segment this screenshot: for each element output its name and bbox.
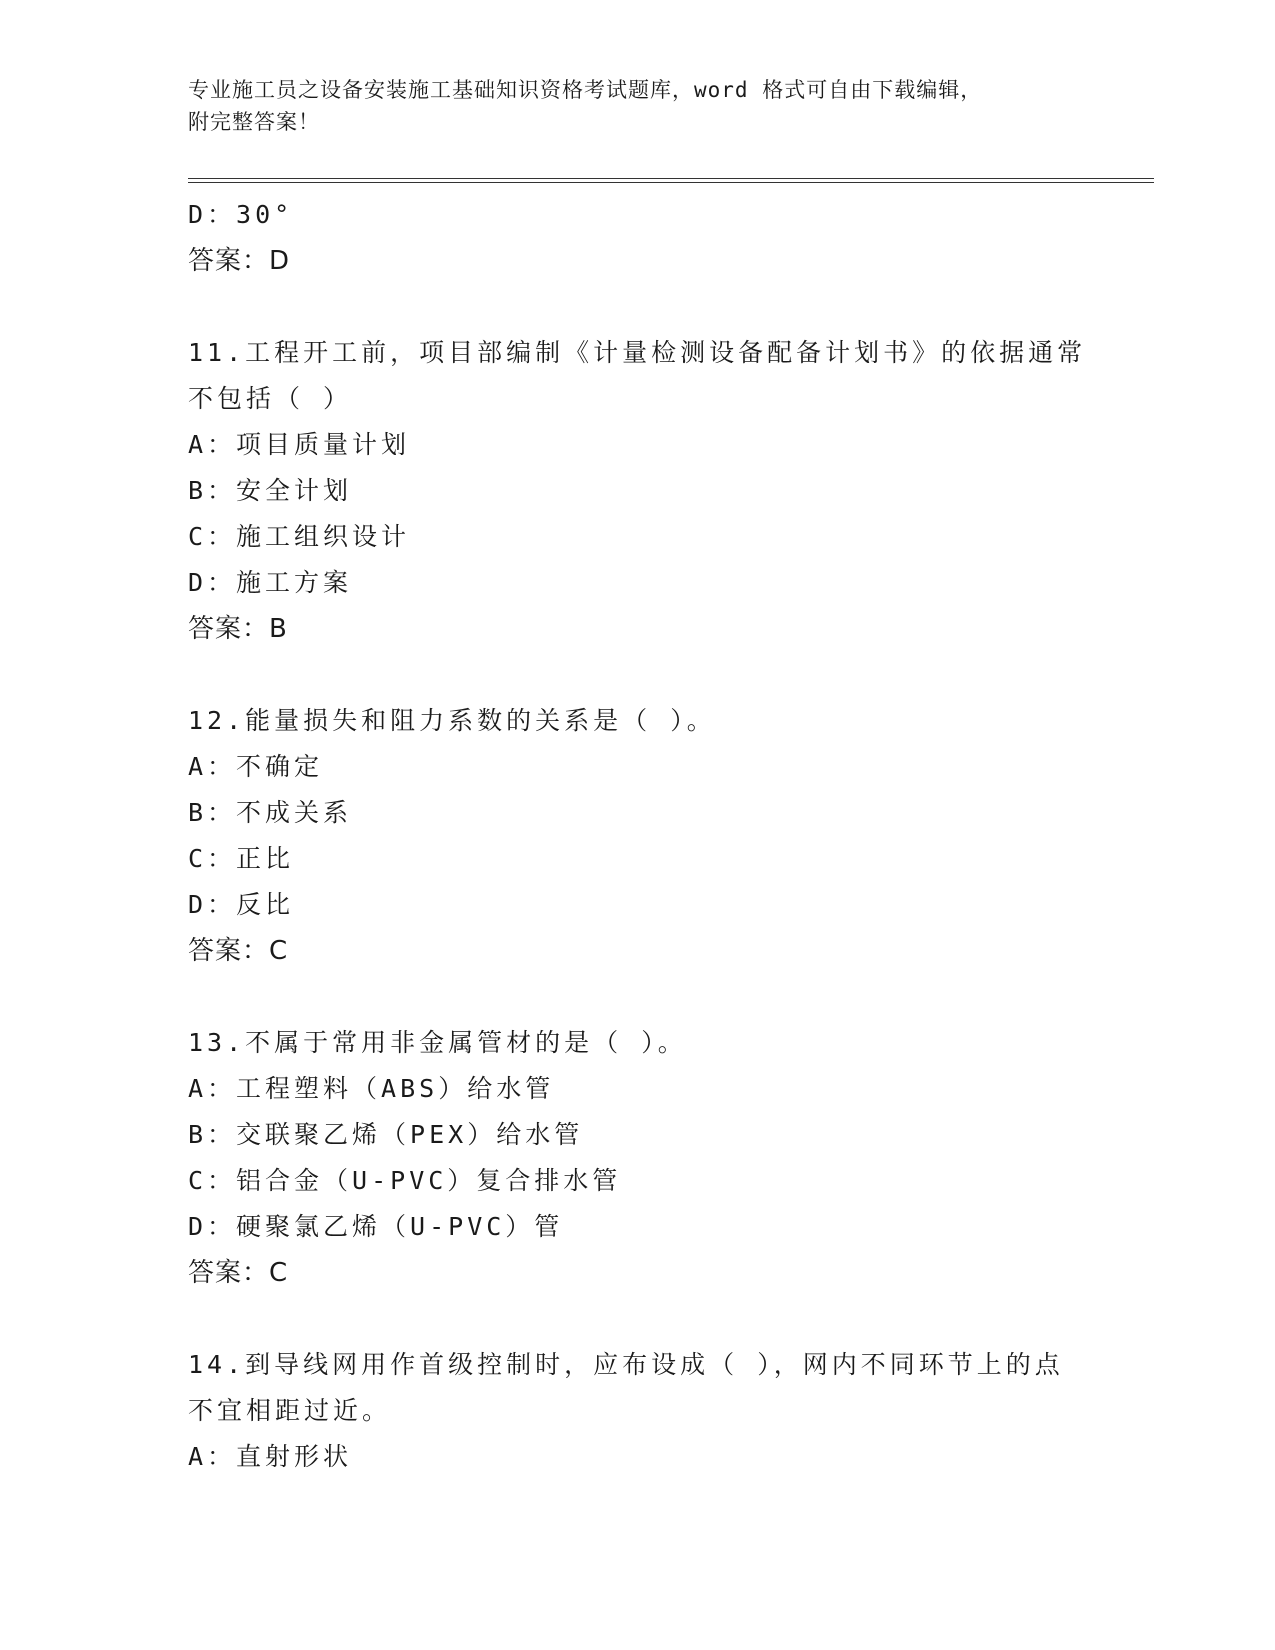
question-13 [188,1020,1088,1296]
option-d: D：反比 [188,890,295,919]
answer-line: 答案：D [188,246,291,276]
answer-line: 答案：B [188,614,288,644]
answer-line: 答案：C [188,936,289,966]
question-11 [188,330,1088,652]
document-body [188,192,1088,1480]
question-stem: 不宜相距过近。 [188,1396,392,1425]
question-stem: 12.能量损失和阻力系数的关系是（ ）。 [188,706,716,735]
option-c: C：施工组织设计 [188,522,411,551]
question-12 [188,698,1088,974]
question-stem: 13.不属于常用非金属管材的是（ ）。 [188,1028,687,1057]
answer-line: 答案：C [188,1258,289,1288]
option-c: C：正比 [188,844,295,873]
spacer [188,974,1088,1020]
option-a: A：不确定 [188,752,324,781]
option-d: D：30° [188,200,294,229]
option-a: A：项目质量计划 [188,430,411,459]
option-a: A：工程塑料（ABS）给水管 [188,1074,555,1103]
question-stem: 14.到导线网用作首级控制时，应布设成（ ），网内不同环节上的点 [188,1350,1064,1379]
option-c: C：铝合金（U-PVC）复合排水管 [188,1166,622,1195]
previous-question-tail [188,192,1088,284]
option-b: B：安全计划 [188,476,353,505]
option-a: A：直射形状 [188,1442,353,1471]
header-title-line-2: 附完整答案！ [188,110,320,134]
header-title-line-1: 专业施工员之设备安装施工基础知识资格考试题库，word 格式可自由下载编辑， [188,78,983,102]
spacer [188,1296,1088,1342]
option-d: D：硬聚氯乙烯（U-PVC）管 [188,1212,564,1241]
option-b: B：不成关系 [188,798,353,827]
option-d: D：施工方案 [188,568,353,597]
document-header [188,74,1068,138]
question-stem: 11.工程开工前，项目部编制《计量检测设备配备计划书》的依据通常 [188,338,1087,367]
spacer [188,652,1088,698]
question-14 [188,1342,1088,1480]
spacer [188,284,1088,330]
question-stem: 不包括（ ） [188,384,353,413]
option-b: B：交联聚乙烯（PEX）给水管 [188,1120,584,1149]
header-double-rule [188,178,1154,183]
